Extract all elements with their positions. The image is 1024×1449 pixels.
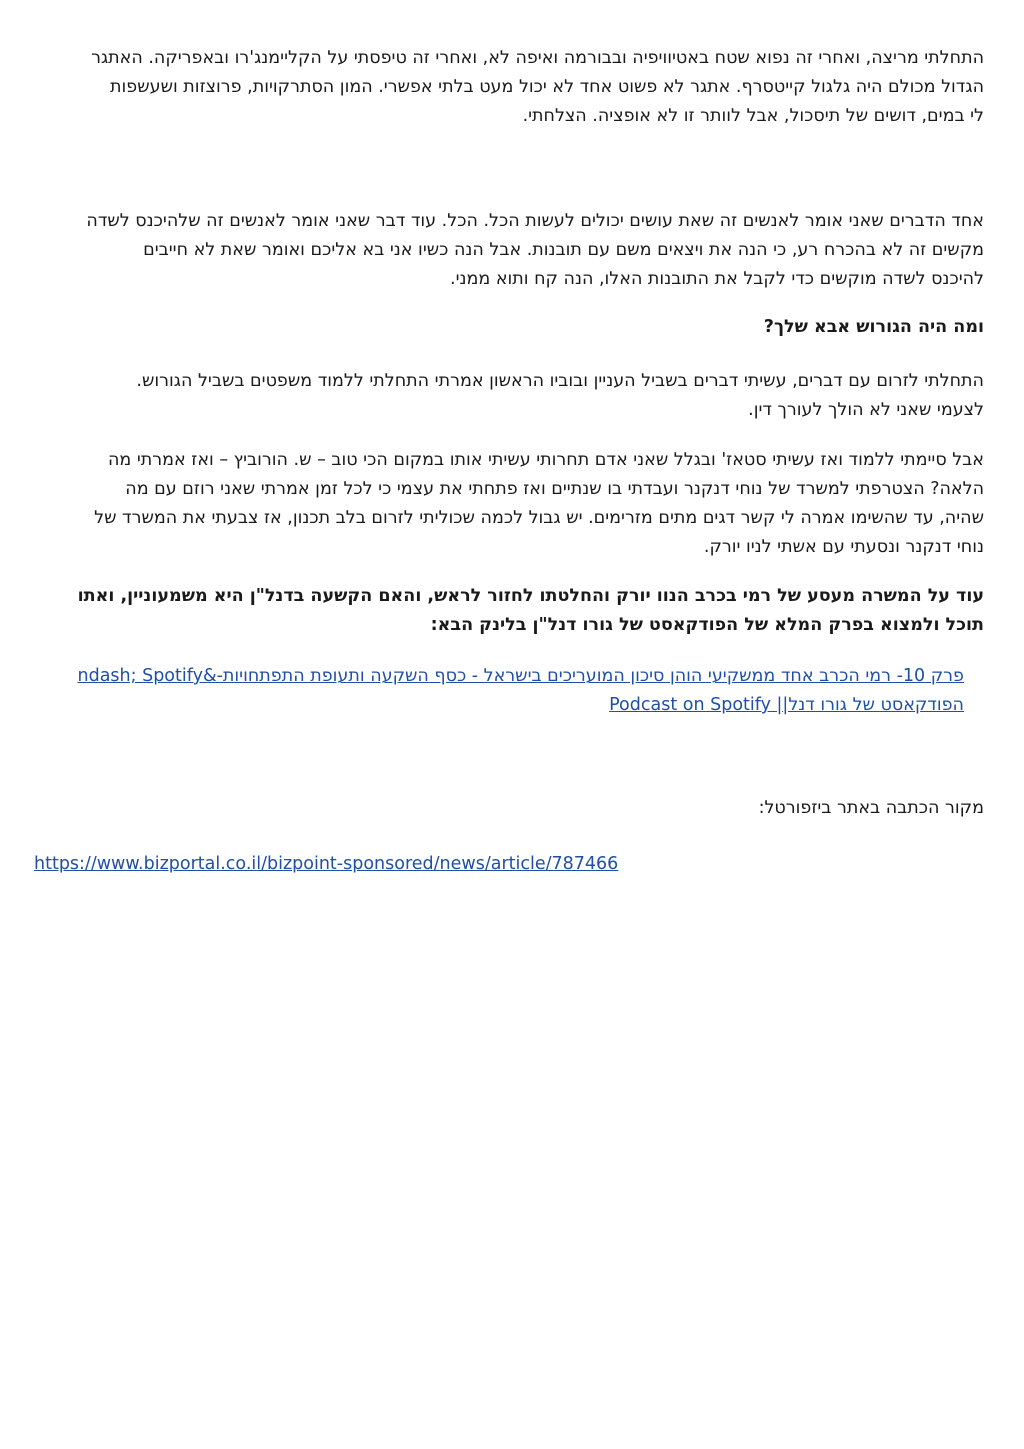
text-line: לי במים, דושים של תיסכול, אבל לוותר זו לא אופציה. הצלחתי. [522,106,984,126]
heading-text: ומה היה הגורוש אבא שלך? [763,317,984,337]
text-line: להיכנס לשדה מוקשים כדי לקבל את התובנות האלו, הנה קח ותוא ממני. [450,269,984,289]
text-line: נוחי דנקנר ונסעתי עם אשתי לניו יורק. [703,537,984,557]
text-line: אחד הדברים שאני אומר לאנשים זה שאת עושים יכולים לעשות הכל. הכל. עוד דבר שאני אומר לאנשים זה שלהיכנס לשדה [86,211,984,231]
source-url-link[interactable]: https://www.bizportal.co.il/bizpoint-sponsored/news/article/787466 [34,854,619,874]
text-line: התחלתי לזרום עם דברים, עשיתי דברים בשביל העניין ובוביו הראשון אמרתי התחלתי ללמוד משפטים בשביל הגורוש. [136,371,984,391]
paragraph-law-studies [34,367,984,425]
text-line: מקשים זה לא בהכרח רע, כי הנה את ויצאים משם עם תובנות. אבל הנה כשיו אני בא אליכם ואומר שאת לא חייבים [143,240,984,260]
text-line: מקור הכתבה באתר ביזפורטל: [758,798,984,818]
paragraph-intro [34,44,984,131]
text-line: שהיה, עד שהשימו אמרה לי קשר דגים מתים מזרימים. יש גבול לכמה שכוליתי לזרום בלב תכנון, אז צבעתי את המשרד של [94,508,984,528]
paragraph-source-label [34,794,984,823]
heading-father-question [34,313,984,342]
podcast-link[interactable] [34,662,964,720]
heading-text: עוד על המשרה מעסע של רמי בכרב הנוו יורק והחלטתו לחזור לראש, והאם הקשעה בדנל"ן היא משמעוניין, ואתו [77,586,984,606]
text-line: אבל סיימתי ללמוד ואז עשיתי סטאז' ובגלל שאני אדם תחרותי עשיתי אותו במקום הכי טוב – ש. הורוביץ – ואז אמרתי מה [107,450,984,470]
link-text[interactable]: הפודקאסט של גורו דנל|| Podcast on Spotify [609,695,964,715]
text-line: לצעמי שאני לא הולך לעורך דין. [748,400,984,420]
text-line: התחלתי מריצה, ואחרי זה נפוא שטח באטיוויפיה ובבורמה ואיפה לא, ואחרי זה טיפסתי על הקליימנג'רו ובאפריקה. האתגר [91,48,984,68]
link-text[interactable]: פרק 10- רמי הכרב אחד ממשקיעי הוהן סיכון המועריכים בישראל - כסף השקעה ותעופת התפתחויות-&ndash; Spotify [77,666,964,686]
paragraph-minefield [34,207,984,294]
heading-text: תוכל ולמצוא בפרק המלא של הפודקאסט של גורו דנל"ן בלינק הבא: [430,615,984,635]
text-line: הלאה? הצטרפתי למשרד של נוחי דנקנר ועבדתי בו שנתיים ואז פתחתי את עצמי כי לכל זמן אמרתי שאני רוזם עם מה [125,479,984,499]
paragraph-career [34,446,984,562]
heading-podcast-intro [34,582,984,640]
text-line: הגדול מכולם היה גלגול קייטסרף. אתגר לא פשוט אחד לא יכול מעט בלתי אפשרי. המון הסתרקויות, פרוצזות ושעשפות [110,77,984,97]
